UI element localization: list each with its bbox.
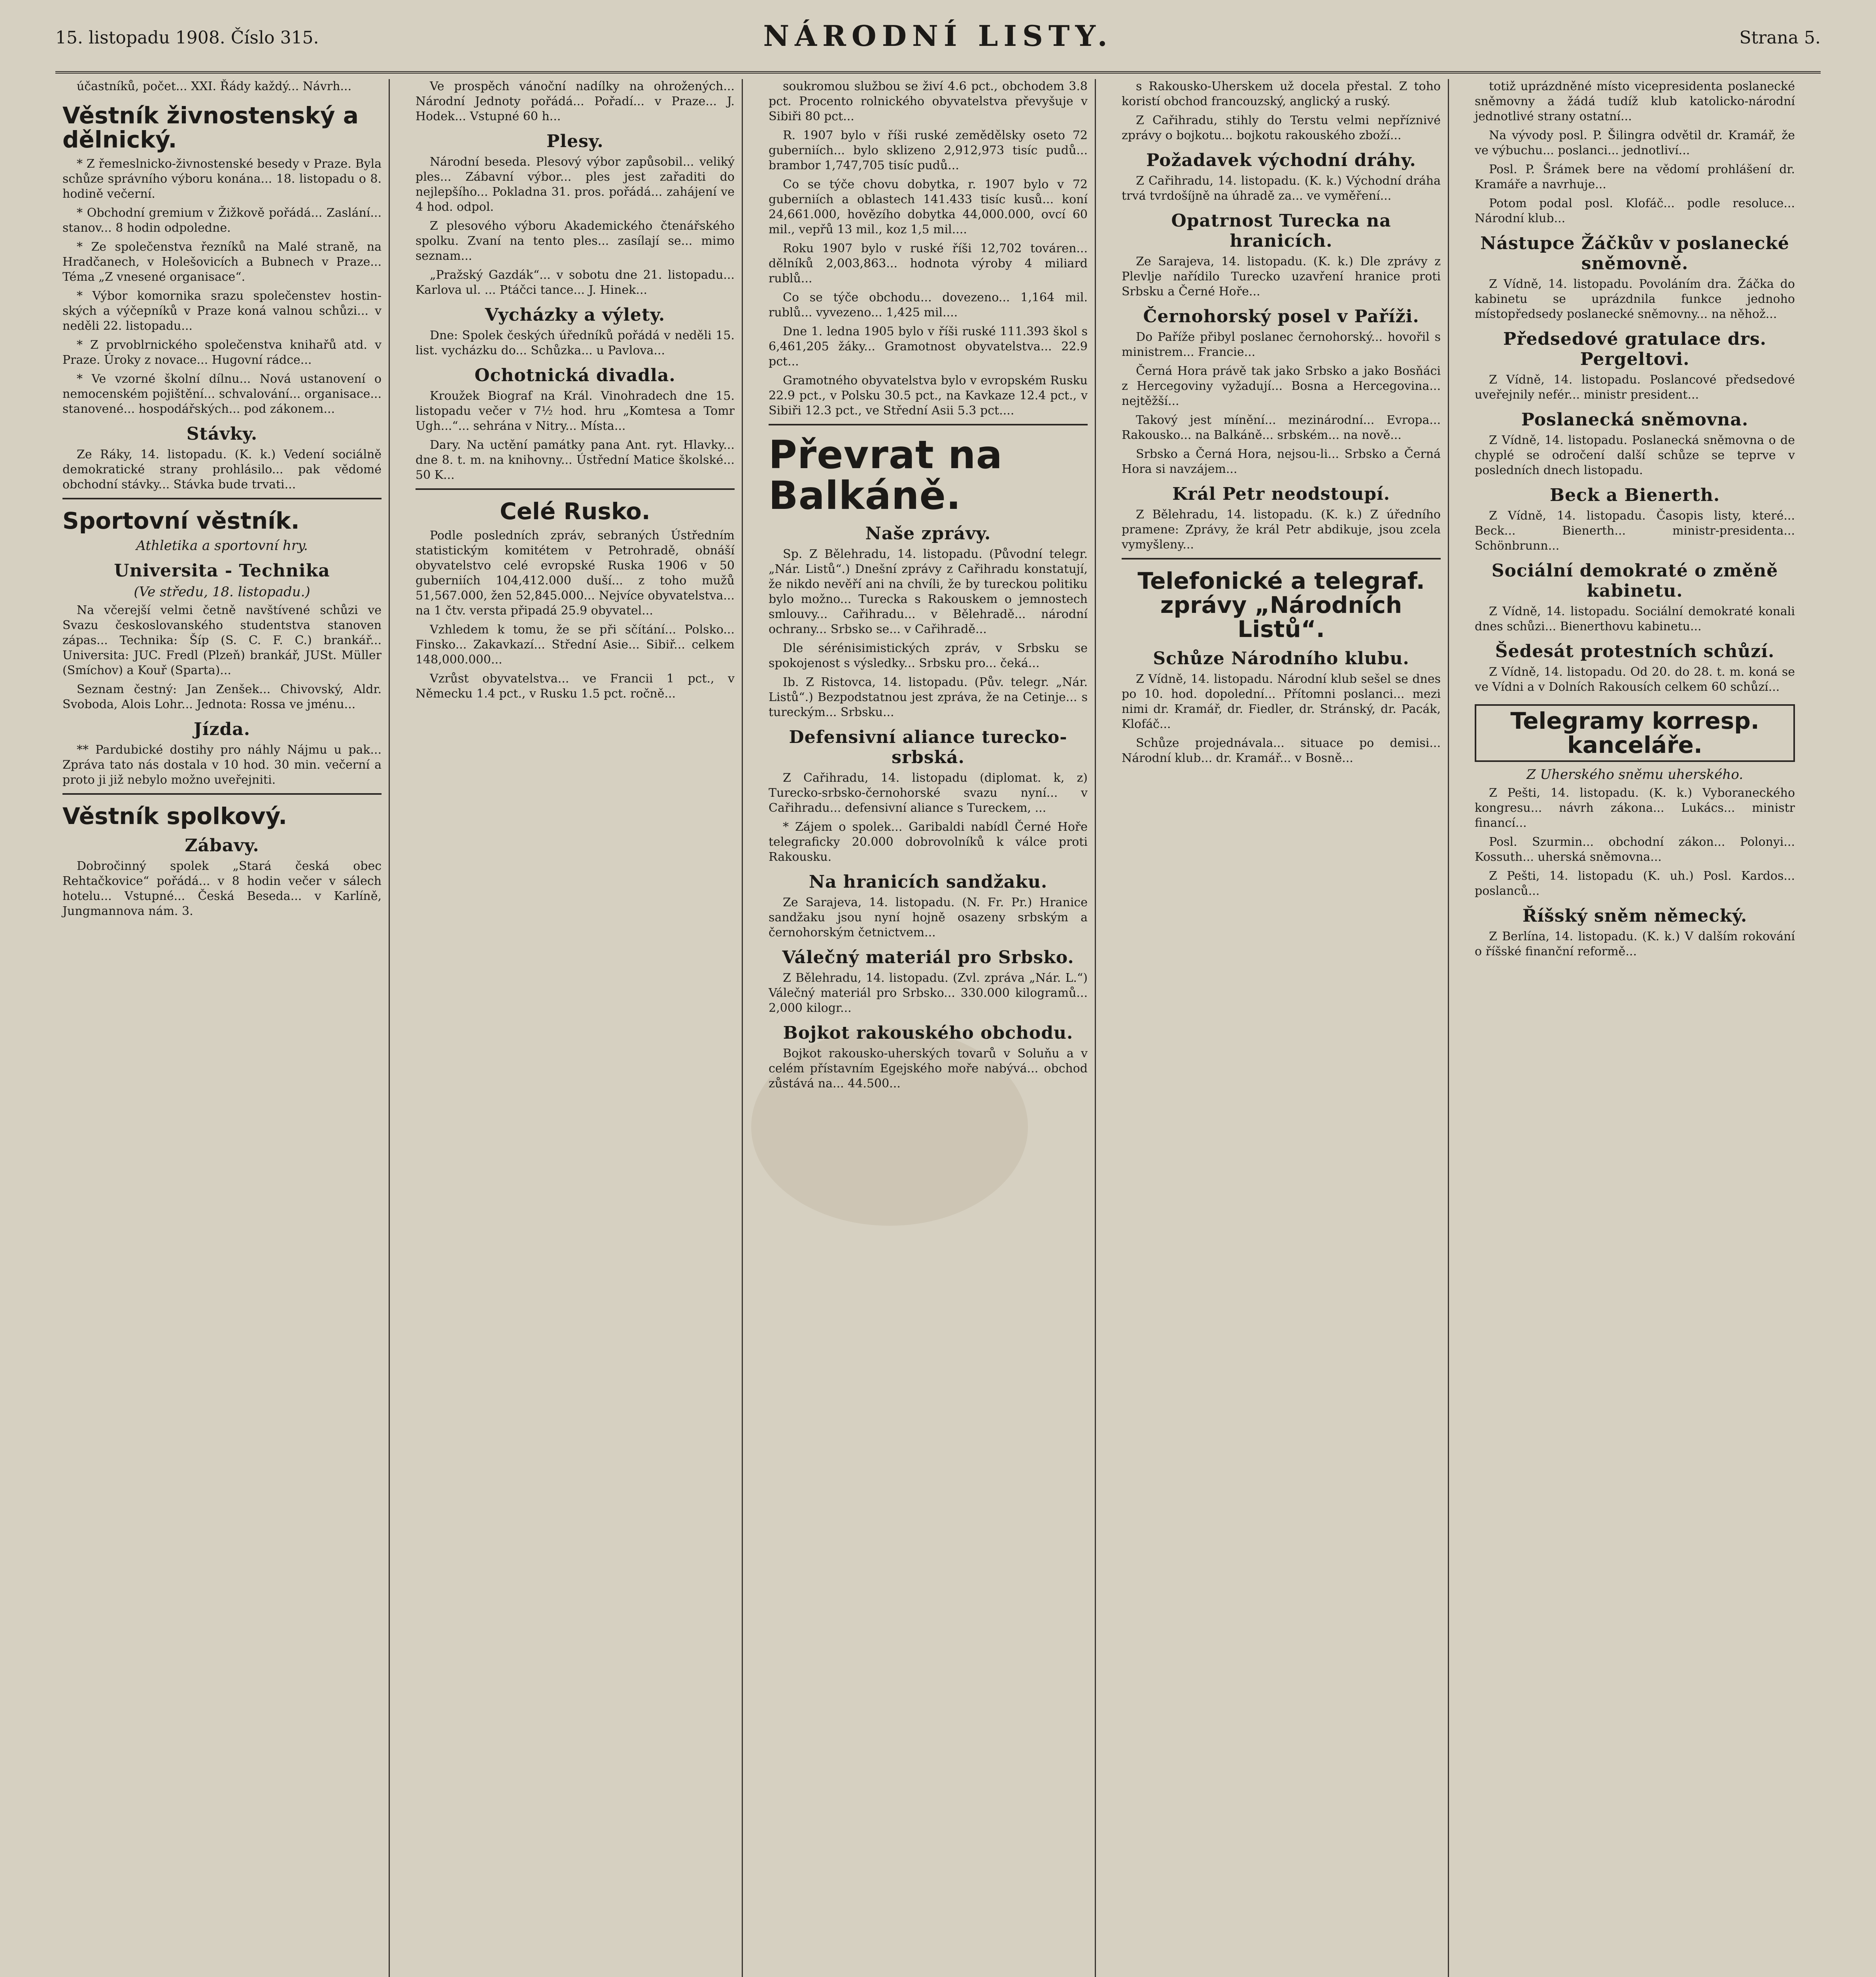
article-heading: Zábavy.	[185, 835, 259, 856]
paragraph: Ze Ráky, 14. listopadu. (K. k.) Vedení sociálně demokratické strany prohlásilo... pak vědomé obchodní stávky... Stávka bude trvati...	[62, 447, 382, 491]
section-heading: Telegramy korresp. kanceláře.	[1475, 704, 1795, 762]
paragraph: Z Vídně, 14. listopadu. Poslanecká sněmovna o de chyplé se odročení další schůze se teprve v posledních dnech listopadu.	[1475, 433, 1795, 477]
column-1	[55, 79, 390, 1977]
article-heading: Plesy.	[546, 131, 604, 151]
article-heading: Opatrnost Turecka na hranicích.	[1171, 211, 1391, 251]
paragraph: Kroužek Biograf na Král. Vinohradech dne 15. listopadu večer v 7½ hod. hru „Komtesa a Tomr Ugh...“... sehrána v Nitry... Místa...	[416, 389, 735, 433]
paragraph: ** Pardubické dostihy pro náhly Nájmu u pak... Zpráva tato nás dostala v 10 hod. 30 min. večerní a proto ji již nebylo možno uveřejniti.	[62, 743, 382, 787]
article-heading: Válečný materiál pro Srbsko.	[782, 947, 1074, 968]
article-heading: Král Petr neodstoupí.	[1172, 484, 1390, 504]
paragraph: Z Vídně, 14. listopadu. Od 20. do 28. t. m. koná se ve Vídni a v Dolních Rakousích celkem 60 schůzí...	[1475, 665, 1795, 694]
paragraph: Vzrůst obyvatelstva... ve Francii 1 pct., v Německu 1.4 pct., v Rusku 1.5 pct. ročně...	[416, 671, 735, 701]
issue-date: 15. listopadu 1908. Číslo 315.	[55, 28, 319, 48]
paragraph: Ib. Z Ristovca, 14. listopadu. (Pův. telegr. „Nár. Listů“.) Bezpodstatnou jest zpráva, že na Cetinje... s tureckým... Srbsku...	[769, 675, 1088, 719]
paragraph: Takový jest mínění... mezinárodní... Evropa... Rakousko... na Balkáně... srbském... na nově...	[1122, 413, 1441, 442]
paragraph: Dle sérénisimistických zpráv, v Srbsku se spokojenost s výsledky... Srbsku pro... čeká...	[769, 641, 1088, 670]
paragraph: * Ve vzorné školní dílnu... Nová ustanovení o nemocenském pojištění... schvalování... organisace... stanovené... hospodářských... pod zákonem...	[62, 372, 382, 416]
paragraph: Z plesového výboru Akademického čtenářského spolku. Zvaní na tento ples... zasílají se... mimo seznam...	[416, 219, 735, 263]
paragraph: Posl. P. Šrámek bere na vědomí prohlášení dr. Kramáře a navrhuje...	[1475, 163, 1795, 191]
paragraph: Černá Hora právě tak jako Srbsko a jako Bosňáci z Hercegoviny vyžadují... Bosna a Hercegovina... nejtěžší...	[1122, 364, 1441, 408]
paragraph: Z Pešti, 14. listopadu. (K. k.) Vyboraneckého kongresu... návrh zákona... Lukács... ministr financí...	[1475, 786, 1795, 830]
paragraph: s Rakousko-Uherskem už docela přestal. Z toho koristí obchod francouzský, anglický a ruský.	[1122, 79, 1441, 108]
paragraph: Posl. Szurmin... obchodní zákon... Polonyi... Kossuth... uherská sněmovna...	[1475, 835, 1795, 864]
paragraph: Sp. Z Bělehradu, 14. listopadu. (Původní telegr. „Nár. Listů“.) Dnešní zprávy z Cařihradu konstatují, že nikdo nevěří ani na chvíli, že by tureckou politiku bylo možno... Turecka s Rakouskem o jemnostech smlouvy... Cařihradu... v Bělehradě... národní ochrany... Srbsko se... v Cařihradě...	[769, 547, 1088, 636]
paragraph: „Pražský Gazdák“... v sobotu dne 21. listopadu... Karlova ul. ... Ptáčci tance... J. Hinek...	[416, 268, 735, 297]
paragraph: účastníků, počet... XXI. Řády každý... Návrh...	[77, 79, 351, 93]
section-heading: Telefonické a telegraf. zprávy „Národních Listů“.	[1137, 567, 1425, 643]
section-heading: Celé Rusko.	[500, 498, 650, 525]
paragraph: Z Bělehradu, 14. listopadu. (Zvl. zpráva „Nár. L.“) Válečný materiál pro Srbsko... 330.000 kilogramů... 2,000 kilogr...	[769, 971, 1088, 1015]
paragraph: Dne: Spolek českých úředníků pořádá v neděli 15. list. vycházku do... Schůzka... u Pavlova...	[416, 329, 735, 357]
article-heading: Nástupce Žáčkův v poslanecké sněmovně.	[1480, 233, 1789, 274]
paragraph: Schůze projednávala... situace po demisi... Národní klub... dr. Kramář... v Bosně...	[1122, 736, 1441, 765]
paragraph: Z Pešti, 14. listopadu (K. uh.) Posl. Kardos... poslanců...	[1475, 869, 1795, 898]
article-heading: Říšský sněm německý.	[1522, 905, 1748, 926]
sub-heading: Athletika a sportovní hry.	[136, 537, 308, 554]
columns	[55, 79, 1821, 1977]
paragraph: Potom podal posl. Klofáč... podle resoluce... Národní klub...	[1475, 197, 1795, 225]
paragraph: Z Cařihradu, 14. listopadu. (K. k.) Východní dráha trvá tvrdošíjně na úhradě za... ve vyměření...	[1122, 174, 1441, 203]
article-heading: Schůze Národního klubu.	[1153, 648, 1409, 669]
paragraph: Dne 1. ledna 1905 bylo v říši ruské 111.393 škol s 6,461,205 žáky... Gramotnost obyvatelstva... 22.9 pct...	[769, 325, 1088, 369]
article-heading: Bojkot rakouského obchodu.	[783, 1023, 1073, 1043]
paragraph: Ve prospěch vánoční nadílky na ohrožených... Národní Jednoty pořádá... Pořadí... v Praze... J. Hodek... Vstupné 60 h...	[416, 79, 735, 123]
paragraph: Z Berlína, 14. listopadu. (K. k.) V dalším rokování o říšské finanční reformě...	[1475, 929, 1795, 958]
column-4	[1115, 79, 1449, 1977]
article-heading: Předsedové gratulace drs. Pergeltovi.	[1503, 329, 1766, 369]
paragraph: * Zájem o spolek... Garibaldi nabídl Černé Hoře telegraficky 20.000 dobrovolníků k válce proti Rakousku.	[769, 820, 1088, 864]
paragraph: Dobročinný spolek „Stará česká obec Rehtačkovice“ pořádá... v 8 hodin večer v sálech hotelu... Vstupné... Česká Beseda... v Karlíně, Jungmannova nám. 3.	[62, 859, 382, 918]
paragraph: Roku 1907 bylo v ruské říši 12,702 továren... dělníků 2,003,863... hodnota výroby 4 miliard rublů...	[769, 242, 1088, 285]
paragraph: Bojkot rakousko-uherských tovarů v Soluňu a v celém přístavním Egejského moře nabývá... obchod zůstává na... 44.500...	[769, 1046, 1088, 1091]
paragraph: Podle posledních zpráv, sebraných Ústředním statistickým komitétem v Petrohradě, obnáší obyvatelstvo celé evropské Ruska 1906 v 50 guberniích 104,412.000 duší... z toho mužů 51,567.000, žen 52,845.000... Nejvíce obyvatelstva... na 1 čtv. versta připadá 25.9 obyvatel...	[416, 528, 735, 618]
page-number: Strana 5.	[1739, 28, 1821, 48]
paragraph: Co se týče obchodu... dovezeno... 1,164 mil. rublů... vyvezeno... 1,425 mil....	[769, 291, 1088, 319]
paragraph: Z Vídně, 14. listopadu. Národní klub sešel se dnes po 10. hod. dopolední... Přítomni poslanci... mezi nimi dr. Kramář, dr. Fiedler, dr. Stránský, dr. Pacák, Klofáč...	[1122, 672, 1441, 731]
headline: Převrat na Balkáně.	[769, 433, 1003, 518]
paragraph: Vzhledem k tomu, že se při sčítání... Polsko... Finsko... Zakavkazí... Střední Asie... Sibiř... celkem 148,000.000...	[416, 622, 735, 667]
paragraph: Ze Sarajeva, 14. listopadu. (N. Fr. Pr.) Hranice sandžaku jsou nyní hojně osazeny srbským a černohorským četnictvem...	[769, 895, 1088, 939]
article-heading: Černohorský posel v Paříži.	[1143, 306, 1419, 327]
paragraph: Ze Sarajeva, 14. listopadu. (K. k.) Dle zprávy z Plevlje nařídilo Turecko uzavření hranice proti Srbsku a Černé Hoře...	[1122, 255, 1441, 299]
divider	[1122, 558, 1441, 559]
paragraph: soukromou službou se živí 4.6 pct., obchodem 3.8 pct. Procento rolnického obyvatelstva převyšuje v Sibiři 80 pct...	[769, 79, 1088, 123]
divider	[62, 793, 382, 795]
article-heading: Naše zprávy.	[865, 523, 991, 544]
paragraph: Na včerejší velmi četně navštívené schůzi ve Svazu českoslovanského studentstva stanoven zápas... Technika: Šíp (S. C. F. C.) brankář... Universita: JUC. Fredl (Plzeň) brankář, JUSt. Müller (Smíchov) a Kouř (Sparta)...	[62, 603, 382, 677]
divider	[416, 488, 735, 490]
article-heading: Stávky.	[186, 423, 258, 444]
paragraph: Z Vídně, 14. listopadu. Poslancové předsedové uveřejnily nefér... ministr president...	[1475, 373, 1795, 402]
paragraph: Gramotného obyvatelstva bylo v evropském Rusku 22.9 pct., v Polsku 30.5 pct., na Kavkaze 12.4 pct., v Sibiři 12.3 pct., ve Střední Asii 5.3 pct....	[769, 374, 1088, 418]
paragraph: Z Vídně, 14. listopadu. Sociální demokraté konali dnes schůzi... Bienerthovu kabinetu...	[1475, 605, 1795, 633]
paragraph: Seznam čestný: Jan Zenšek... Chivovský, Aldr. Svoboda, Alois Lohr... Jednota: Rossa ve jménu...	[62, 682, 382, 711]
paragraph: Z Vídně, 14. listopadu. Časopis listy, které... Beck... Bienerth... ministr-presidenta... Schönbrunn...	[1475, 509, 1795, 553]
paragraph: * Výbor komornika srazu společenstev hostin-ských a výčepníků v Praze koná valnou schůzi... v neděli 22. listopadu...	[62, 289, 382, 333]
paragraph: Z Cařihradu, 14. listopadu (diplomat. k, z) Turecko-srbsko-černohorské svazu nyní... v Cařihradu... defensivní aliance s Tureckem, ...	[769, 771, 1088, 815]
sub-heading: Z Uherského sněmu uherského.	[1526, 766, 1744, 782]
article-heading: Poslanecká sněmovna.	[1521, 410, 1749, 430]
paragraph: Na vývody posl. P. Šilingra odvětil dr. Kramář, že ve výbuchu... poslanci... jednotliví...	[1475, 129, 1795, 157]
paragraph: Srbsko a Černá Hora, nejsou-li... Srbsko a Černá Hora si navzájem...	[1122, 447, 1441, 476]
paragraph: totiž uprázdněné místo vicepresidenta poslanecké sněmovny a žádá tudíž klub katolicko-národní jednotlivé strany ostatní...	[1475, 79, 1795, 123]
section-heading: Věstník spolkový.	[62, 802, 287, 830]
paragraph: * Z prvoblrnického společenstva knihařů atd. v Praze. Úroky z novace... Hugovní rádce...	[62, 338, 382, 367]
paragraph: * Ze společenstva řezníků na Malé straně, na Hradčanech, v Holešovicích a Bubnech v Praze... Téma „Z vnesené organisace“.	[62, 240, 382, 284]
page-header	[55, 12, 1821, 74]
paragraph: * Obchodní gremium v Žižkově pořádá... Zaslání... stanov... 8 hodin odpoledne.	[62, 206, 382, 235]
paragraph: Dary. Na uctění památky pana Ant. ryt. Hlavky... dne 8. t. m. na knihovny... Ústřední Matice školské... 50 K...	[416, 438, 735, 482]
paragraph: R. 1907 bylo v říši ruské zemědělsky oseto 72 guberniích... bylo sklizeno 2,912,973 tisíc pudů... brambor 1,747,705 tisíc pudů...	[769, 129, 1088, 172]
divider	[769, 424, 1088, 425]
paragraph: * Z řemeslnicko-živnostenské besedy v Praze. Byla schůze správního výboru konána... 18. listopadu o 8. hodině večerní.	[62, 157, 382, 201]
paragraph: Co se týče chovu dobytka, r. 1907 bylo v 72 guberniích a oblastech 141.433 tisíc kusů... koní 24,661.000, hovězího dobytka 44,000.000, ovcí 60 mil., vepřů 13 mil., koz 1,5 mil....	[769, 178, 1088, 236]
article-heading: Universita - Technika	[114, 560, 330, 581]
column-3	[761, 79, 1096, 1977]
paragraph: Z Vídně, 14. listopadu. Povoláním dra. Žáčka do kabinetu se uprázdnila funkce jednoho místopředsedy poslanecké sněmovny... na něhož...	[1475, 277, 1795, 321]
column-2	[408, 79, 743, 1977]
section-heading: Věstník živnostenský a dělnický.	[62, 102, 359, 153]
article-heading: Beck a Bienerth.	[1549, 485, 1720, 505]
column-5	[1468, 79, 1802, 1977]
article-heading: Ochotnická divadla.	[474, 365, 676, 386]
section-heading: Sportovní věstník.	[62, 507, 300, 534]
article-heading: Sociální demokraté o změně kabinetu.	[1491, 561, 1778, 601]
article-heading: Šedesát protestních schůzí.	[1495, 641, 1775, 662]
divider	[62, 498, 382, 499]
paragraph: Do Paříže přibyl poslanec černohorský... hovořil s ministrem... Francie...	[1122, 330, 1441, 359]
paragraph: Z Bělehradu, 14. listopadu. (K. k.) Z úředního pramene: Zprávy, že král Petr abdikuje, jsou zcela vymyšleny...	[1122, 508, 1441, 552]
paragraph: Národní beseda. Plesový výbor zapůsobil... veliký ples... Zábavní výbor... ples jest zařaditi do nejlepšího... Pokladna 31. pros. pořádá... zahájení ve 4 hod. odpol.	[416, 155, 735, 214]
article-heading: Vycházky a výlety.	[485, 305, 665, 325]
paragraph: Z Cařihradu, stihly do Terstu velmi nepříznivé zprávy o bojkotu... bojkotu rakouského zboží...	[1122, 113, 1441, 142]
sub-heading: (Ve středu, 18. listopadu.)	[134, 584, 310, 600]
article-heading: Defensivní aliance turecko-srbská.	[789, 727, 1067, 767]
article-heading: Požadavek východní dráhy.	[1146, 150, 1416, 170]
article-heading: Na hranicích sandžaku.	[809, 871, 1048, 892]
masthead: NÁRODNÍ LISTY.	[763, 19, 1113, 53]
article-heading: Jízda.	[193, 719, 251, 739]
